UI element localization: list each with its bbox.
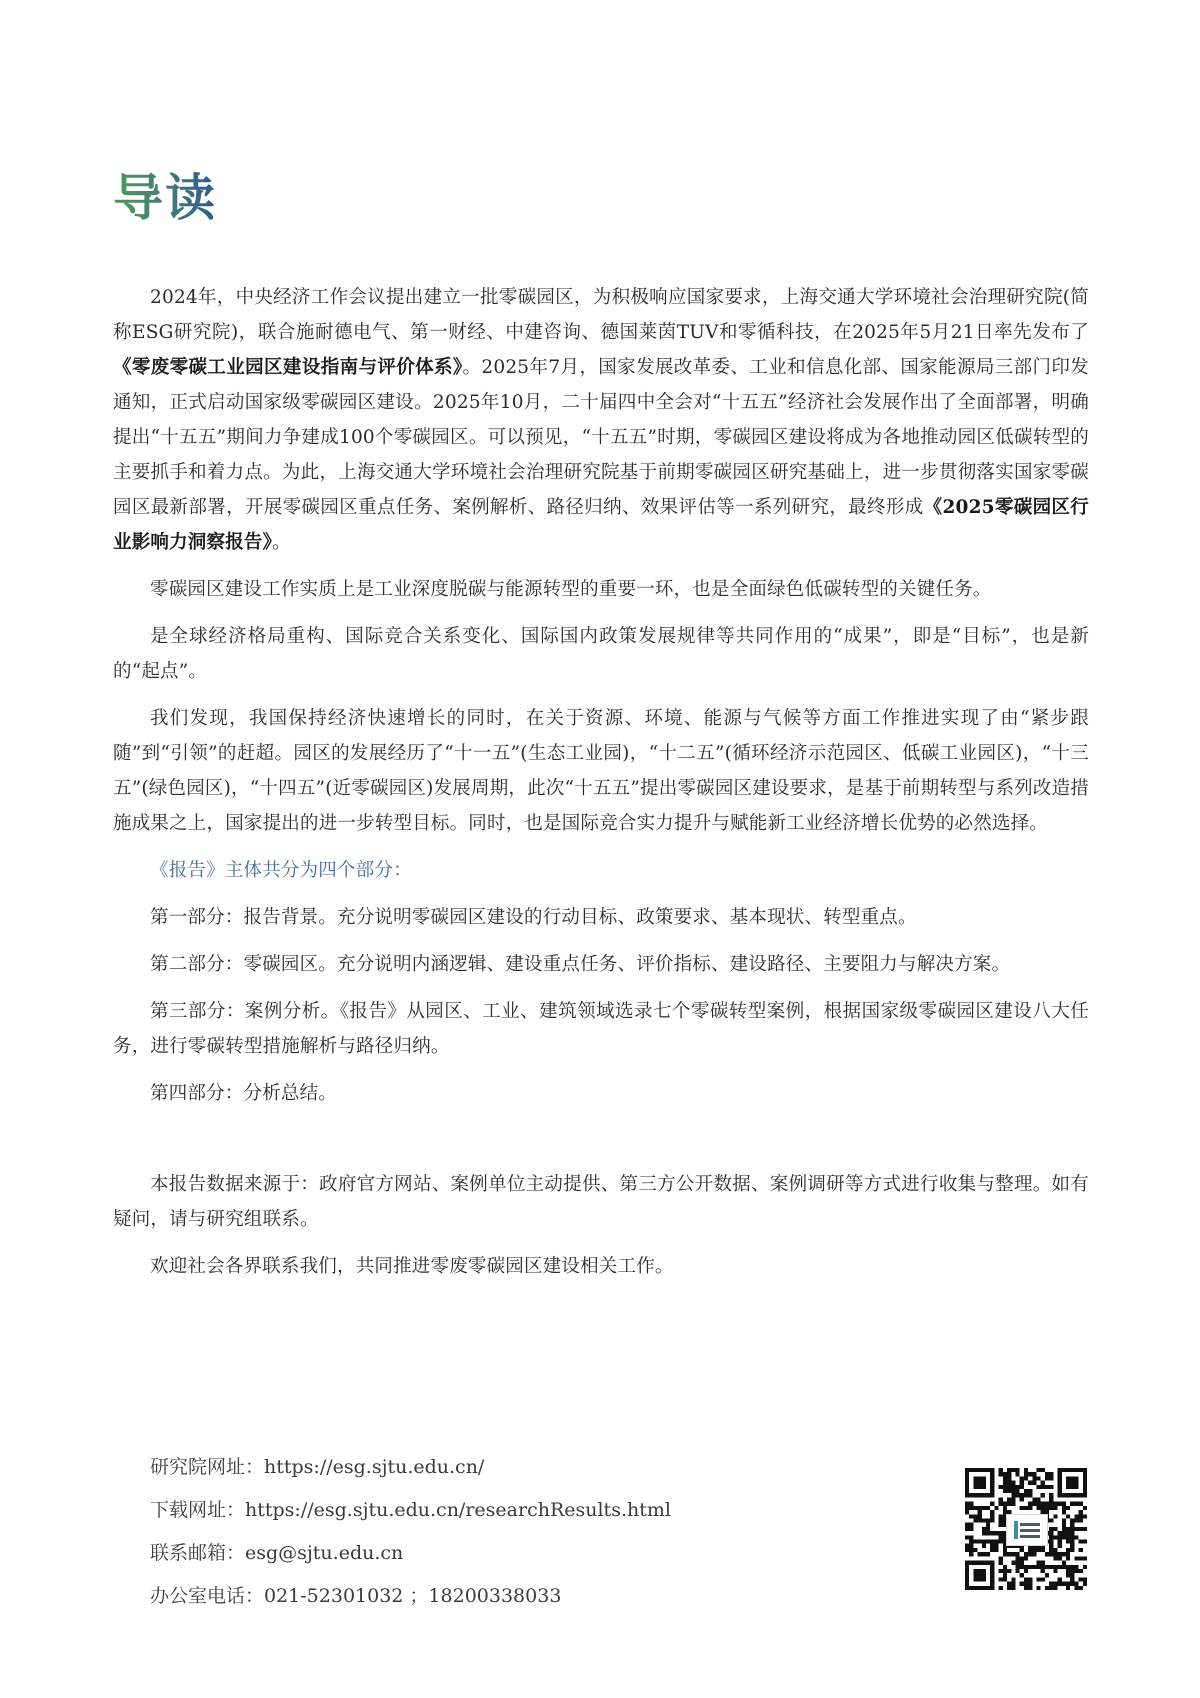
intro-paragraph-2: 零碳园区建设工作实质上是工业深度脱碳与能源转型的重要一环，也是全面绿色低碳转型的关键任务。 — [150, 579, 992, 600]
qr-center-logo — [1006, 1514, 1048, 1546]
website-line: 研究院网址：https://esg.sjtu.edu.cn/ — [150, 1456, 485, 1478]
intro-paragraph-3: 是全球经济格局重构、国际竞合关系变化、国际国内政策发展规律等共同作用的“成果”，即是“目标”，也是新的“起点”。 — [113, 626, 1089, 682]
guide-title-bold: 《零废零碳工业园区建设指南与评价体系》 — [113, 357, 463, 378]
data-source-note: 本报告数据来源于：政府官方网站、案例单位主动提供、第三方公开数据、案例调研等方式进行收集与整理。如有疑问，请与研究组联系。 — [113, 1174, 1089, 1230]
contact-info — [150, 1446, 671, 1618]
download-line: 下载网址：https://esg.sjtu.edu.cn/researchResults.html — [150, 1499, 671, 1521]
structure-part-1: 第一部分：报告背景。充分说明零碳园区建设的行动目标、政策要求、基本现状、转型重点。 — [150, 907, 917, 928]
qr-code — [965, 1468, 1087, 1590]
intro-paragraph-1 — [113, 280, 1089, 560]
report-title-bold: 《2025零碳园区行业影响力洞察报告》 — [113, 497, 1089, 553]
intro-paragraph-4: 我们发现，我国保持经济快速增长的同时，在关于资源、环境、能源与气候等方面工作推进实现了由“紧步跟随”到“引领”的赶超。园区的发展经历了“十一五”(生态工业园)，“十二五”(循环经济示范园区、低碳工业园区)，“十三五”(绿色园区)，“十四五”(近零碳园区)发展周期，此次“十五五”提出零碳园区建设要求，是基于前期转型与系列改造措施成果之上，国家提出的进一步转型目标。同时，也是国际竞合实力提升与赋能新工业经济增长优势的必然选择。 — [113, 708, 1089, 834]
phone-line: 办公室电话：021-52301032 ；18200338033 — [150, 1585, 562, 1607]
intro-p1-text-b: 。2025年7月，国家发展改革委、工业和信息化部、国家能源局三部门印发通知，正式启动国家级零碳园区建设。2025年10月，二十届四中全会对“十五五”经济社会发展作出了全面部署，明确提出“十五五”期间力争建成100个零碳园区。可以预见，“十五五”时期，零碳园区建设将成为各地推动园区低碳转型的主要抓手和着力点。为此，上海交通大学环境社会治理研究院基于前期零碳园区研究基础上，进一步贯彻落实国家零碳园区最新部署，开展零碳园区重点任务、案例解析、路径归纳、效果评估等一系列研究，最终形成 — [113, 357, 1089, 518]
intro-p1-text-c: 。 — [272, 532, 291, 553]
page-title: 导读 — [113, 169, 217, 227]
welcome-note: 欢迎社会各界联系我们，共同推进零废零碳园区建设相关工作。 — [150, 1256, 674, 1277]
intro-p1-text-a: 2024年，中央经济工作会议提出建立一批零碳园区，为积极响应国家要求，上海交通大学环境社会治理研究院(简称ESG研究院)，联合施耐德电气、第一财经、中建咨询、德国莱茵TUV和零循科技，在2025年5月21日率先发布了 — [113, 287, 1089, 343]
intro-content — [113, 280, 1089, 1296]
structure-part-4: 第四部分：分析总结。 — [150, 1083, 338, 1104]
structure-part-2: 第二部分：零碳园区。充分说明内涵逻辑、建设重点任务、评价指标、建设路径、主要阻力与解决方案。 — [150, 954, 1011, 975]
structure-heading: 《报告》主体共分为四个部分： — [150, 860, 412, 881]
structure-part-3: 第三部分：案例分析。《报告》从园区、工业、建筑领域选录七个零碳转型案例，根据国家级零碳园区建设八大任务，进行零碳转型措施解析与路径归纳。 — [113, 1001, 1089, 1057]
email-line: 联系邮箱：esg@sjtu.edu.cn — [150, 1542, 404, 1564]
